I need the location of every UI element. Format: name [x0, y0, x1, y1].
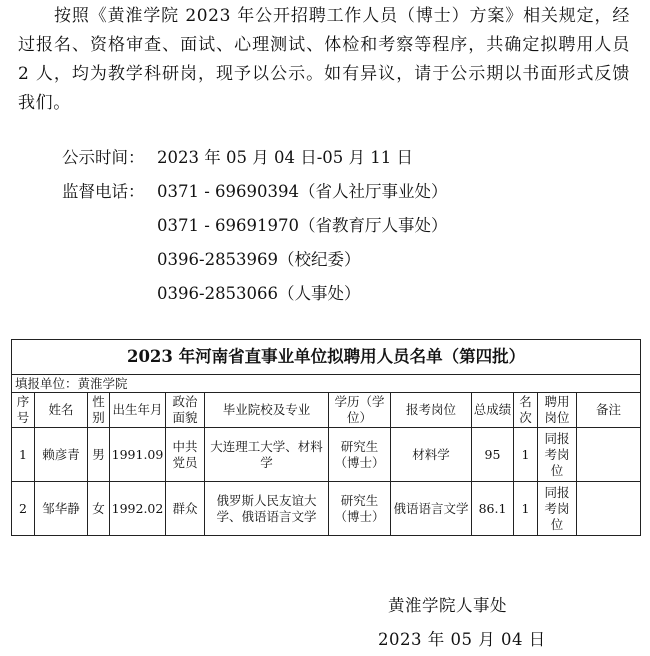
cell-politics: 中共党员 [166, 428, 205, 482]
issue-date: 2023 年 05 月 04 日 [378, 630, 546, 649]
table-header-row [12, 393, 641, 428]
column-header: 聘用岗位 [538, 393, 577, 428]
cell-rank: 1 [514, 482, 538, 536]
column-header: 姓名 [35, 393, 88, 428]
column-header: 序号 [12, 393, 35, 428]
reporting-unit: 填报单位：黄淮学院 [12, 375, 641, 393]
column-header: 政治面貌 [166, 393, 205, 428]
hiring-table [11, 339, 641, 536]
table-title: 2023 年河南省直事业单位拟聘用人员名单（第四批） [12, 340, 641, 375]
cell-position: 材料学 [391, 428, 472, 482]
cell-hire: 同报考岗位 [538, 482, 577, 536]
issuer-signature: 黄淮学院人事处 [388, 596, 507, 615]
cell-politics: 群众 [166, 482, 205, 536]
cell-score: 86.1 [472, 482, 514, 536]
cell-score: 95 [472, 428, 514, 482]
phone-number: 0371 - 69690394（省人社厅事业处） [157, 182, 448, 201]
phone-number: 0396-2853969（校纪委） [157, 250, 361, 269]
column-header: 名次 [514, 393, 538, 428]
column-header: 报考岗位 [391, 393, 472, 428]
column-header: 性别 [88, 393, 110, 428]
cell-note [577, 428, 641, 482]
cell-birth: 1991.09 [110, 428, 166, 482]
table-row [12, 428, 641, 482]
cell-degree: 研究生（博士） [329, 428, 391, 482]
phone-number: 0371 - 69691970（省教育厅人事处） [157, 216, 448, 235]
column-header: 总成绩 [472, 393, 514, 428]
column-header: 毕业院校及专业 [205, 393, 329, 428]
cell-gender: 女 [88, 482, 110, 536]
period-value: 2023 年 05 月 04 日-05 月 11 日 [157, 148, 414, 167]
cell-hire: 同报考岗位 [538, 428, 577, 482]
cell-school: 俄罗斯人民友谊大学、俄语语言文学 [205, 482, 329, 536]
cell-degree: 研究生（博士） [329, 482, 391, 536]
phone-number: 0396-2853066（人事处） [157, 284, 361, 303]
column-header: 备注 [577, 393, 641, 428]
column-header: 学历（学位） [329, 393, 391, 428]
phone-label: 监督电话： [62, 182, 145, 201]
cell-position: 俄语语言文学 [391, 482, 472, 536]
period-label: 公示时间： [62, 148, 145, 167]
notice-paragraph: 按照《黄淮学院 2023 年公开招聘工作人员（博士）方案》相关规定，经过报名、资格审查、面试、心理测试、体检和考察等程序，共确定拟聘用人员 2 人，均为教学科研岗，现予以公示。如有异议，请于公示期以书面形式反馈我们。 [18, 6, 630, 113]
cell-name: 赖彦青 [35, 428, 88, 482]
column-header: 出生年月 [110, 393, 166, 428]
cell-gender: 男 [88, 428, 110, 482]
cell-note [577, 482, 641, 536]
cell-name: 邹华静 [35, 482, 88, 536]
table-row [12, 482, 641, 536]
cell-rank: 1 [514, 428, 538, 482]
cell-no: 1 [12, 428, 35, 482]
cell-no: 2 [12, 482, 35, 536]
cell-birth: 1992.02 [110, 482, 166, 536]
cell-school: 大连理工大学、材料学 [205, 428, 329, 482]
